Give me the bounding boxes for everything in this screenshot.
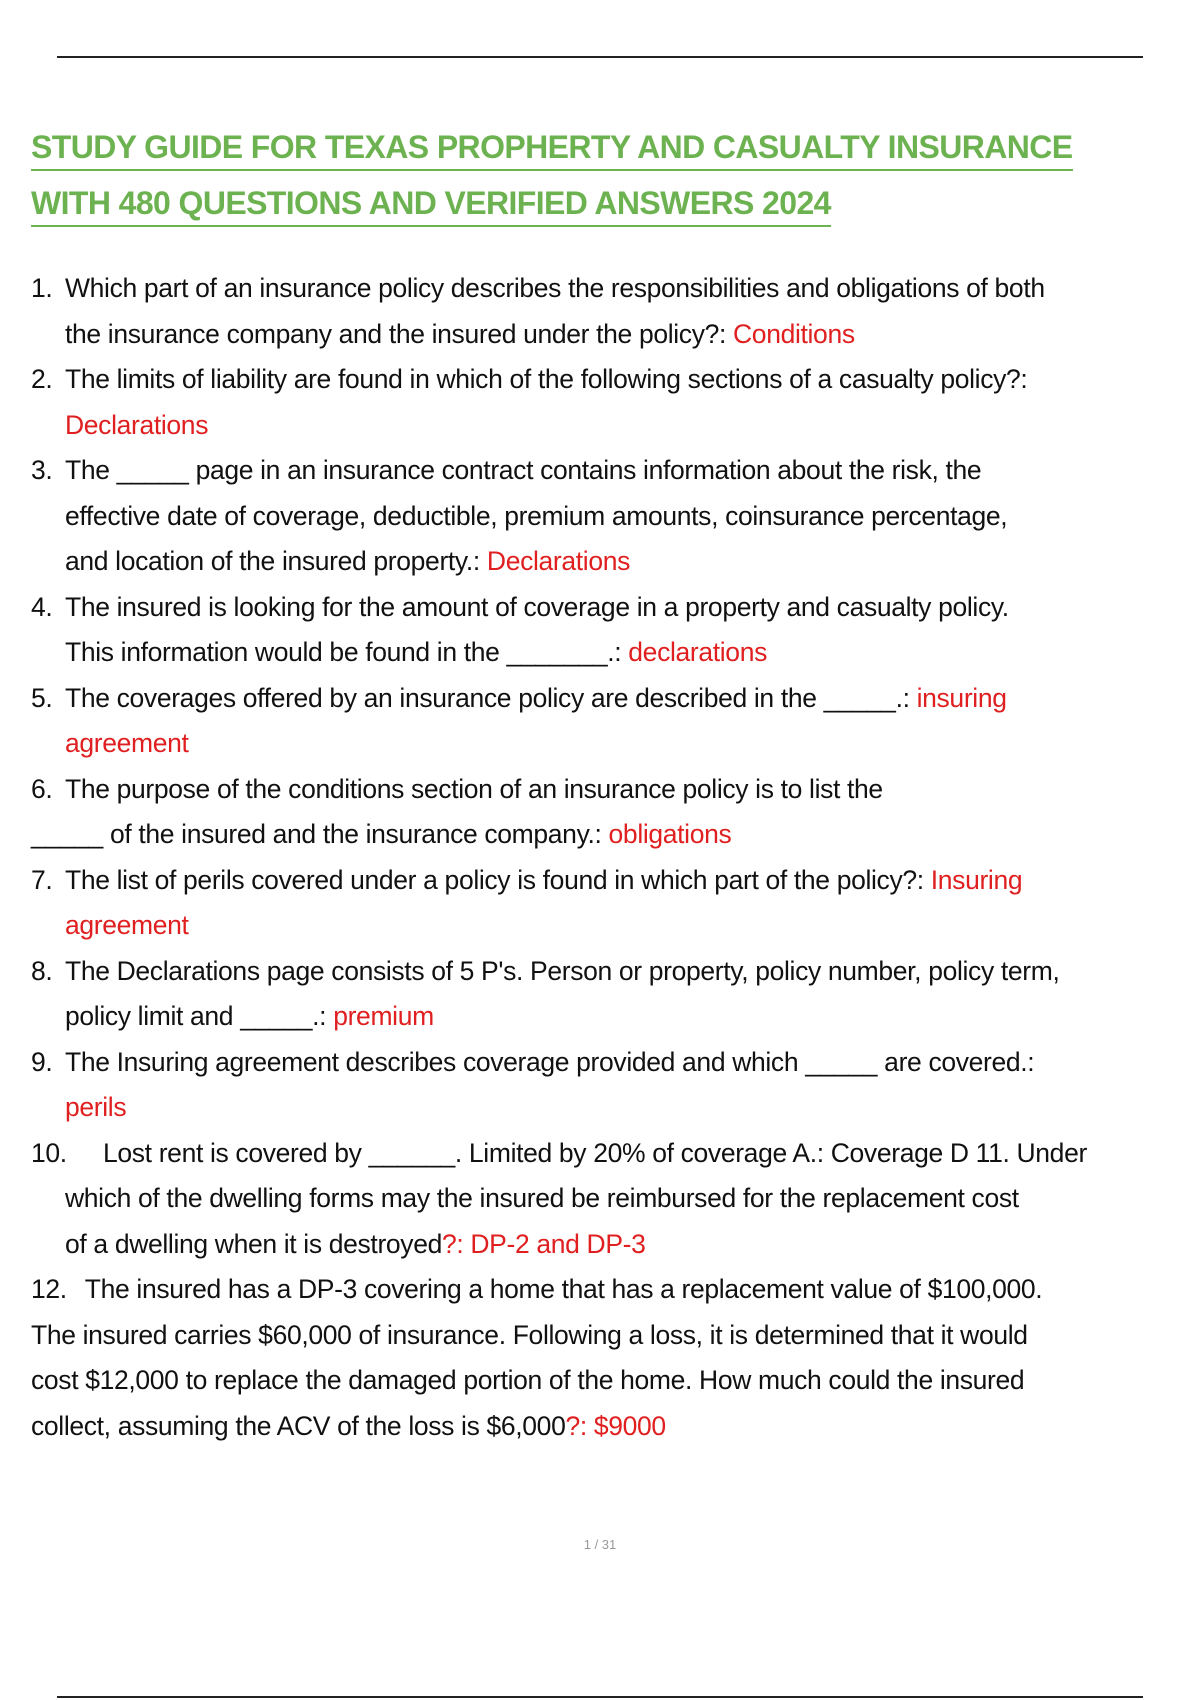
question-text: The insured has a DP-3 covering a home that has a replacement value of $100,000.: [84, 1274, 1043, 1304]
question-text: collect, assuming the ACV of the loss is $6,000: [31, 1410, 566, 1441]
question-number: 8.: [31, 955, 53, 986]
question-number: 4.: [31, 591, 53, 622]
answer: ?: $9000: [565, 1410, 666, 1441]
page-number: 1 / 31: [583, 1537, 617, 1552]
question-4: [31, 585, 1200, 676]
question-number: 5.: [31, 682, 53, 713]
answer: Declarations: [486, 546, 630, 576]
question-3: [31, 448, 1200, 585]
question-text: effective date of coverage, deductible, premium amounts, coinsurance percentage,: [65, 500, 1008, 531]
question-number: 6.: [31, 773, 53, 804]
question-text: which of the dwelling forms may the insured be reimbursed for the replacement cost: [65, 1183, 1019, 1213]
title-line-2: WITH 480 QUESTIONS AND VERIFIED ANSWERS 2024: [31, 181, 831, 227]
question-10: [31, 1131, 1200, 1268]
question-text: of a dwelling when it is destroyed: [65, 1228, 442, 1259]
question-text: The insured carries $60,000 of insurance. Following a loss, it is determined that it would: [31, 1319, 1028, 1350]
question-9: [31, 1040, 1200, 1131]
question-2: [31, 357, 1200, 448]
answer: insuring: [916, 682, 1007, 713]
question-text: Lost rent is covered by ______. Limited by 20% of coverage A.: Coverage D 11. Under: [103, 1137, 1087, 1168]
question-text: Which part of an insurance policy describes the responsibilities and obligations of both: [65, 273, 1045, 303]
question-text: The coverages offered by an insurance policy are described in the _____.:: [65, 682, 917, 713]
question-text: cost $12,000 to replace the damaged portion of the home. How much could the insured: [31, 1365, 1025, 1395]
question-number: 3.: [31, 455, 53, 485]
question-1: [31, 266, 1200, 357]
bottom-rule: [57, 1696, 1143, 1698]
answer: agreement: [65, 728, 189, 758]
answer: declarations: [628, 637, 767, 667]
answer: premium: [333, 1001, 434, 1031]
title-line-1: STUDY GUIDE FOR TEXAS PROPHERTY AND CASUALTY INSURANCE: [31, 125, 1073, 171]
question-text: The Declarations page consists of 5 P's. Person or property, policy number, policy term,: [65, 955, 1060, 986]
question-number: 7.: [31, 864, 53, 895]
question-number: 9.: [31, 1046, 53, 1077]
document-title: [31, 122, 1171, 234]
question-7: [31, 858, 1200, 949]
question-5: [31, 676, 1200, 767]
answer: perils: [65, 1092, 127, 1122]
top-rule: [57, 56, 1143, 58]
answer: agreement: [65, 910, 189, 940]
question-6: [31, 767, 1200, 858]
question-text: The insured is looking for the amount of coverage in a property and casualty policy.: [65, 591, 1009, 622]
answer: ?: DP-2 and DP-3: [441, 1228, 646, 1259]
question-number: 12.: [31, 1274, 67, 1304]
question-text: _____ of the insured and the insurance company.:: [31, 819, 609, 849]
question-text: The _____ page in an insurance contract contains information about the risk, the: [65, 455, 982, 485]
question-number: 1.: [31, 273, 53, 303]
question-text: The list of perils covered under a policy is found in which part of the policy?:: [65, 864, 931, 895]
answer: obligations: [608, 819, 732, 849]
question-text: The limits of liability are found in which of the following sections of a casualty policy?:: [65, 364, 1028, 394]
question-list: [31, 266, 1200, 1449]
question-text: the insurance company and the insured under the policy?:: [65, 318, 734, 349]
answer: Declarations: [65, 409, 209, 440]
question-12: [31, 1267, 1200, 1449]
question-text: and location of the insured property.:: [65, 546, 487, 576]
question-number: 2.: [31, 364, 53, 394]
question-8: [31, 949, 1200, 1040]
question-text: policy limit and _____.:: [65, 1001, 334, 1031]
answer: Conditions: [733, 318, 855, 349]
question-text: The purpose of the conditions section of an insurance policy is to list the: [65, 773, 883, 804]
question-number: 10.: [31, 1137, 67, 1168]
question-text: The Insuring agreement describes coverage provided and which _____ are covered.:: [65, 1046, 1035, 1077]
question-text: This information would be found in the _______.:: [65, 637, 629, 667]
answer: Insuring: [930, 864, 1023, 895]
